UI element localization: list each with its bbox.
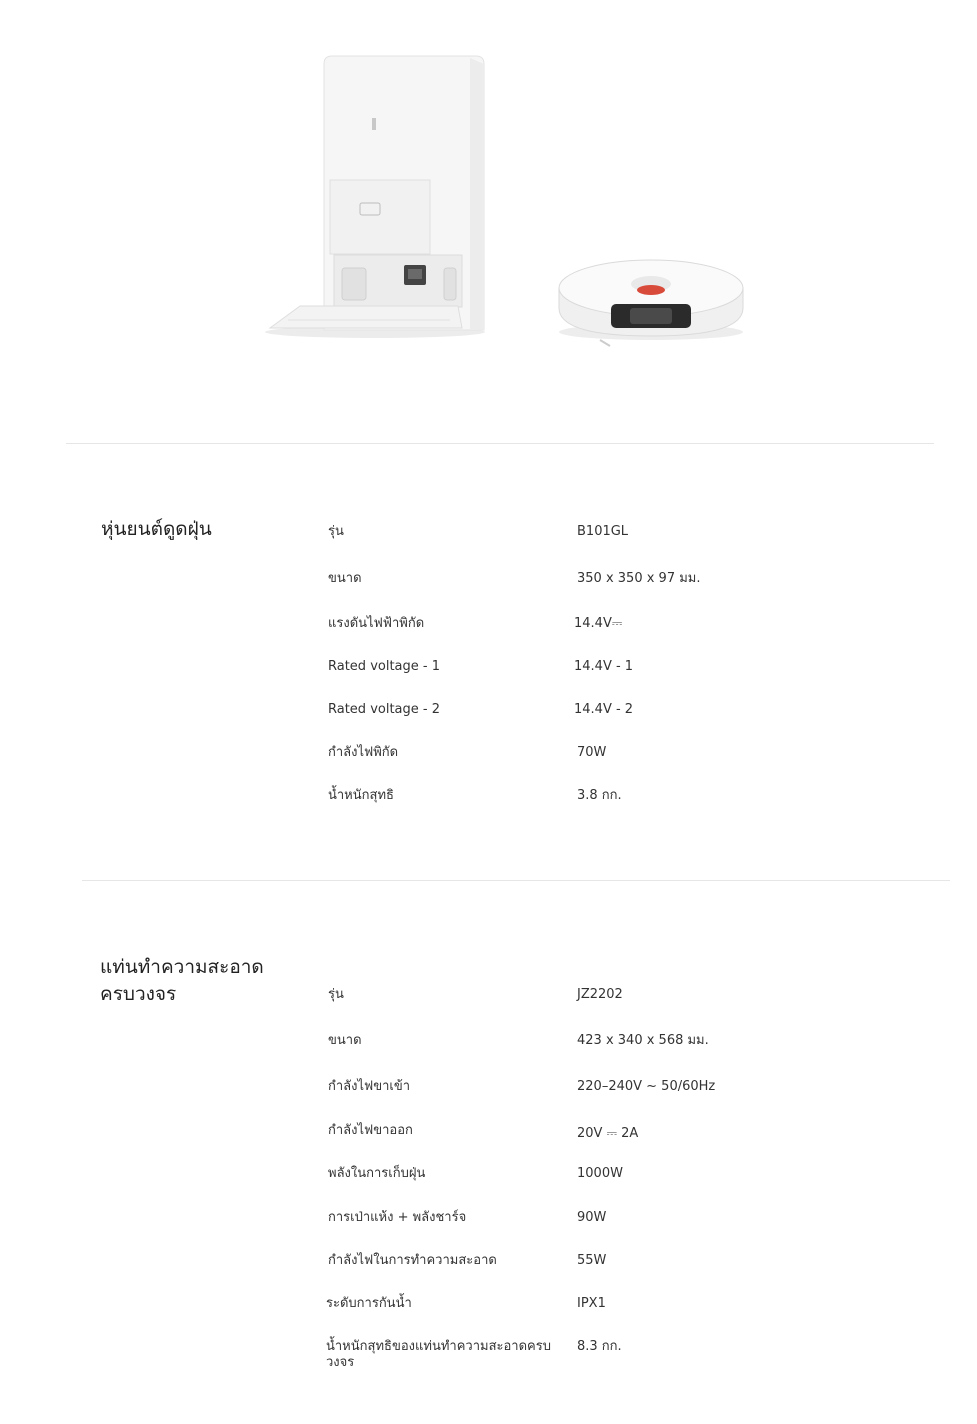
spec-value-drying-charging-power: 90W <box>577 1210 607 1225</box>
section-title-station <box>100 954 264 1008</box>
section-title-robot: หุ่นยนต์ดูดฝุ่น <box>101 518 212 540</box>
divider-middle <box>82 880 950 881</box>
spec-value-size: 423 x 340 x 568 มม. <box>577 1033 709 1048</box>
section-title-station-line1: แท่นทำความสะอาด <box>100 956 264 978</box>
divider-top <box>66 443 934 444</box>
spec-label-size: ขนาด <box>328 1033 362 1048</box>
spec-value-model: JZ2202 <box>577 987 623 1002</box>
spec-label-rated-power: กำลังไฟพิกัด <box>328 745 399 760</box>
spec-label-size: ขนาด <box>328 571 362 586</box>
product-illustration <box>0 0 977 400</box>
spec-label-net-weight: น้ำหนักสุทธิ <box>328 788 394 803</box>
spec-label-model: รุ่น <box>328 987 344 1002</box>
spec-value-net-weight: 3.8 กก. <box>577 788 622 803</box>
product-hero-image <box>0 0 977 400</box>
spec-label-dust-collection-power: พลังในการเก็บฝุ่น <box>328 1166 426 1181</box>
spec-label-drying-charging-power: การเป่าแห้ง + พลังชาร์จ <box>328 1210 467 1225</box>
spec-label-model: รุ่น <box>328 524 344 539</box>
spec-value-rated-voltage-1: 14.4V - 1 <box>574 659 634 674</box>
spec-value-waterproof-level: IPX1 <box>577 1296 606 1311</box>
spec-value-cleaning-power: 55W <box>577 1253 607 1268</box>
spec-value-rated-voltage-2: 14.4V - 2 <box>574 702 634 717</box>
spec-label-station-net-weight: น้ำหนักสุทธิของแท่นทำความสะอาดครบวงจร <box>326 1339 551 1370</box>
spec-label-rated-voltage-1: Rated voltage - 1 <box>328 659 440 674</box>
spec-value-dust-collection-power: 1000W <box>577 1166 623 1181</box>
spec-value-model: B101GL <box>577 524 629 539</box>
spec-value-output-power: 20V ⎓ 2A <box>577 1126 639 1141</box>
spec-value-input-power: 220–240V ~ 50/60Hz <box>577 1079 716 1094</box>
section-title-station-line2: ครบวงจร <box>100 983 177 1005</box>
spec-label-rated-voltage-2: Rated voltage - 2 <box>328 702 440 717</box>
spec-label-cleaning-power: กำลังไฟในการทำความสะอาด <box>328 1253 497 1268</box>
spec-value-rated-voltage: 14.4V⎓ <box>574 616 623 631</box>
spec-value-rated-power: 70W <box>577 745 607 760</box>
spec-label-output-power: กำลังไฟขาออก <box>328 1123 413 1138</box>
spec-label-waterproof-level: ระดับการกันน้ำ <box>326 1296 412 1311</box>
spec-label-rated-voltage: แรงดันไฟฟ้าพิกัด <box>328 616 425 631</box>
spec-label-input-power: กำลังไฟขาเข้า <box>328 1079 411 1094</box>
spec-value-size: 350 x 350 x 97 มม. <box>577 571 701 586</box>
spec-value-station-net-weight: 8.3 กก. <box>577 1339 622 1354</box>
